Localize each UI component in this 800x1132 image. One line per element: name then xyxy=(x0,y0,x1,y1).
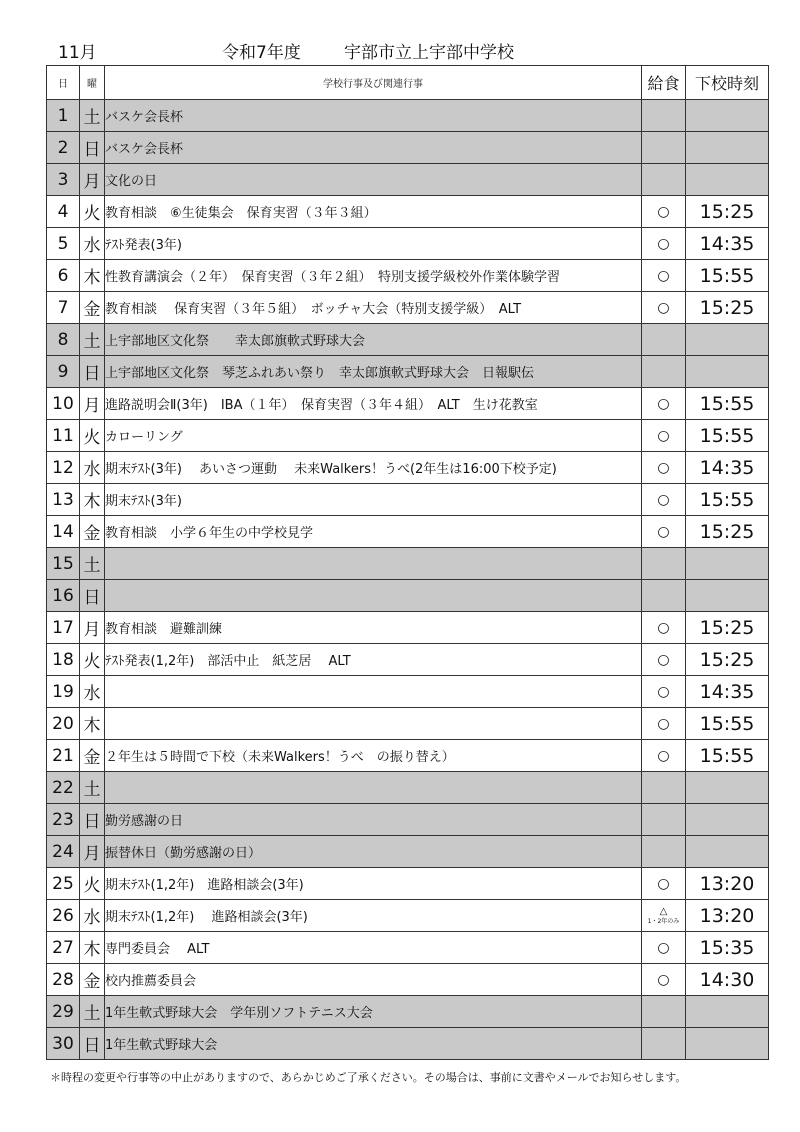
document-header xyxy=(0,38,800,64)
day-cell: 6 xyxy=(47,260,80,292)
month-label: 11月 xyxy=(58,43,97,63)
events-cell: 性教育講演会（２年） 保育実習（３年２組） 特別支援学級校外作業体験学習 xyxy=(105,260,642,292)
events-cell xyxy=(105,548,642,580)
events-cell: 文化の日 xyxy=(105,164,642,196)
dismissal-time-cell: 13:20 xyxy=(686,900,769,932)
lunch-cell: ○ xyxy=(642,292,686,324)
col-header-dow: 曜 xyxy=(80,66,105,100)
table-row xyxy=(47,260,769,292)
weekday-cell: 金 xyxy=(80,740,105,772)
school-name: 宇部市立上宇部中学校 xyxy=(344,43,514,63)
events-cell: カローリング xyxy=(105,420,642,452)
lunch-cell xyxy=(642,548,686,580)
table-row xyxy=(47,324,769,356)
dismissal-time-cell xyxy=(686,1028,769,1060)
weekday-cell: 火 xyxy=(80,196,105,228)
lunch-cell xyxy=(642,356,686,388)
events-cell xyxy=(105,772,642,804)
day-cell: 13 xyxy=(47,484,80,516)
table-row xyxy=(47,868,769,900)
lunch-cell: ○ xyxy=(642,932,686,964)
weekday-cell: 金 xyxy=(80,292,105,324)
events-cell: 上宇部地区文化祭 幸太郎旗軟式野球大会 xyxy=(105,324,642,356)
table-row xyxy=(47,964,769,996)
day-cell: 11 xyxy=(47,420,80,452)
lunch-cell: ○ xyxy=(642,708,686,740)
day-cell: 7 xyxy=(47,292,80,324)
dismissal-time-cell xyxy=(686,324,769,356)
events-cell: バスケ会長杯 xyxy=(105,100,642,132)
day-cell: 2 xyxy=(47,132,80,164)
events-cell: 上宇部地区文化祭 琴芝ふれあい祭り 幸太郎旗軟式野球大会 日報駅伝 xyxy=(105,356,642,388)
weekday-cell: 日 xyxy=(80,580,105,612)
weekday-cell: 月 xyxy=(80,612,105,644)
weekday-cell: 水 xyxy=(80,676,105,708)
dismissal-time-cell xyxy=(686,804,769,836)
lunch-cell: ○ xyxy=(642,644,686,676)
table-row xyxy=(47,228,769,260)
col-header-lunch: 給食 xyxy=(642,66,686,100)
events-cell: バスケ会長杯 xyxy=(105,132,642,164)
lunch-cell xyxy=(642,100,686,132)
table-row xyxy=(47,644,769,676)
lunch-cell: ○ xyxy=(642,676,686,708)
dismissal-time-cell xyxy=(686,996,769,1028)
dismissal-time-cell: 13:20 xyxy=(686,868,769,900)
events-cell: 専門委員会 ALT xyxy=(105,932,642,964)
dismissal-time-cell: 15:55 xyxy=(686,484,769,516)
events-cell: 期末ﾃｽﾄ(3年) xyxy=(105,484,642,516)
day-cell: 4 xyxy=(47,196,80,228)
table-row xyxy=(47,292,769,324)
day-cell: 10 xyxy=(47,388,80,420)
table-row xyxy=(47,804,769,836)
day-cell: 16 xyxy=(47,580,80,612)
day-cell: 15 xyxy=(47,548,80,580)
table-row xyxy=(47,900,769,932)
dismissal-time-cell: 15:55 xyxy=(686,740,769,772)
events-cell: ﾃｽﾄ発表(3年) xyxy=(105,228,642,260)
events-cell xyxy=(105,676,642,708)
table-row xyxy=(47,388,769,420)
table-row xyxy=(47,452,769,484)
weekday-cell: 日 xyxy=(80,1028,105,1060)
day-cell: 17 xyxy=(47,612,80,644)
events-cell: ﾃｽﾄ発表(1,2年) 部活中止 紙芝居 ALT xyxy=(105,644,642,676)
table-row xyxy=(47,132,769,164)
events-cell: 教育相談 保育実習（３年５組） ボッチャ大会（特別支援学級） ALT xyxy=(105,292,642,324)
weekday-cell: 日 xyxy=(80,356,105,388)
lunch-cell xyxy=(642,580,686,612)
table-row xyxy=(47,548,769,580)
dismissal-time-cell: 15:25 xyxy=(686,644,769,676)
day-cell: 27 xyxy=(47,932,80,964)
weekday-cell: 水 xyxy=(80,228,105,260)
events-cell: 校内推薦委員会 xyxy=(105,964,642,996)
day-cell: 24 xyxy=(47,836,80,868)
dismissal-time-cell: 15:25 xyxy=(686,292,769,324)
table-row xyxy=(47,580,769,612)
lunch-cell: ○ xyxy=(642,484,686,516)
dismissal-time-cell xyxy=(686,100,769,132)
dismissal-time-cell: 15:25 xyxy=(686,196,769,228)
lunch-cell: ○ xyxy=(642,452,686,484)
dismissal-time-cell xyxy=(686,836,769,868)
table-row xyxy=(47,164,769,196)
lunch-note: 1・2年のみ xyxy=(647,918,680,925)
events-cell xyxy=(105,708,642,740)
dismissal-time-cell: 15:55 xyxy=(686,260,769,292)
weekday-cell: 木 xyxy=(80,708,105,740)
weekday-cell: 水 xyxy=(80,900,105,932)
table-row xyxy=(47,484,769,516)
lunch-cell xyxy=(642,836,686,868)
events-cell: 勤労感謝の日 xyxy=(105,804,642,836)
table-row xyxy=(47,836,769,868)
table-row xyxy=(47,740,769,772)
table-row xyxy=(47,932,769,964)
lunch-cell xyxy=(642,996,686,1028)
lunch-cell: ○ xyxy=(642,196,686,228)
day-cell: 18 xyxy=(47,644,80,676)
events-cell: 教育相談 避難訓練 xyxy=(105,612,642,644)
dismissal-time-cell: 15:55 xyxy=(686,420,769,452)
dismissal-time-cell xyxy=(686,772,769,804)
table-row xyxy=(47,196,769,228)
dismissal-time-cell: 15:25 xyxy=(686,516,769,548)
events-cell: 期末ﾃｽﾄ(1,2年) 進路相談会(3年) xyxy=(105,868,642,900)
weekday-cell: 木 xyxy=(80,260,105,292)
events-cell: 1年生軟式野球大会 xyxy=(105,1028,642,1060)
footnote: ＊時程の変更や行事等の中止がありますので、あらかじめご了承ください。その場合は、事前に文書やメールでお知らせします。 xyxy=(50,1071,687,1084)
lunch-cell: ○ xyxy=(642,612,686,644)
lunch-cell: ○ xyxy=(642,388,686,420)
lunch-cell: ○ xyxy=(642,260,686,292)
events-cell: 教育相談 小学６年生の中学校見学 xyxy=(105,516,642,548)
weekday-cell: 土 xyxy=(80,548,105,580)
dismissal-time-cell: 15:55 xyxy=(686,708,769,740)
lunch-cell xyxy=(642,1028,686,1060)
table-row xyxy=(47,676,769,708)
weekday-cell: 月 xyxy=(80,164,105,196)
table-row xyxy=(47,100,769,132)
events-cell: 進路説明会Ⅱ(3年) IBA（１年） 保育実習（３年４組） ALT 生け花教室 xyxy=(105,388,642,420)
col-header-dismissal: 下校時刻 xyxy=(686,66,769,100)
lunch-cell: ○ xyxy=(642,420,686,452)
weekday-cell: 土 xyxy=(80,772,105,804)
lunch-cell xyxy=(642,324,686,356)
schedule-table xyxy=(46,65,769,1060)
dismissal-time-cell: 14:35 xyxy=(686,676,769,708)
dismissal-time-cell xyxy=(686,132,769,164)
day-cell: 14 xyxy=(47,516,80,548)
day-cell: 28 xyxy=(47,964,80,996)
weekday-cell: 日 xyxy=(80,804,105,836)
lunch-cell: ○ xyxy=(642,964,686,996)
day-cell: 1 xyxy=(47,100,80,132)
events-cell: ２年生は５時間で下校（未来Walkers！うべ の振り替え） xyxy=(105,740,642,772)
day-cell: 30 xyxy=(47,1028,80,1060)
weekday-cell: 月 xyxy=(80,836,105,868)
weekday-cell: 金 xyxy=(80,516,105,548)
dismissal-time-cell xyxy=(686,164,769,196)
day-cell: 8 xyxy=(47,324,80,356)
weekday-cell: 木 xyxy=(80,932,105,964)
day-cell: 20 xyxy=(47,708,80,740)
table-row xyxy=(47,612,769,644)
col-header-events: 学校行事及び関連行事 xyxy=(105,66,642,100)
dismissal-time-cell xyxy=(686,548,769,580)
events-cell: 教育相談 ⑥生徒集会 保育実習（３年３組） xyxy=(105,196,642,228)
events-cell: 振替休日（勤労感謝の日） xyxy=(105,836,642,868)
col-header-day: 日 xyxy=(47,66,80,100)
weekday-cell: 日 xyxy=(80,132,105,164)
weekday-cell: 土 xyxy=(80,324,105,356)
table-row xyxy=(47,356,769,388)
table-row xyxy=(47,996,769,1028)
weekday-cell: 木 xyxy=(80,484,105,516)
lunch-mark: △ xyxy=(659,906,668,917)
day-cell: 3 xyxy=(47,164,80,196)
events-cell xyxy=(105,580,642,612)
dismissal-time-cell xyxy=(686,580,769,612)
dismissal-time-cell: 14:35 xyxy=(686,228,769,260)
events-cell: 期末ﾃｽﾄ(3年) あいさつ運動 未来Walkers！うべ(2年生は16:00下校予定) xyxy=(105,452,642,484)
table-row xyxy=(47,1028,769,1060)
dismissal-time-cell: 14:35 xyxy=(686,452,769,484)
events-cell: 1年生軟式野球大会 学年別ソフトテニス大会 xyxy=(105,996,642,1028)
day-cell: 21 xyxy=(47,740,80,772)
table-row xyxy=(47,708,769,740)
day-cell: 12 xyxy=(47,452,80,484)
lunch-cell xyxy=(642,164,686,196)
dismissal-time-cell: 15:25 xyxy=(686,612,769,644)
dismissal-time-cell: 14:30 xyxy=(686,964,769,996)
day-cell: 22 xyxy=(47,772,80,804)
weekday-cell: 土 xyxy=(80,996,105,1028)
weekday-cell: 火 xyxy=(80,868,105,900)
day-cell: 23 xyxy=(47,804,80,836)
lunch-cell: ○ xyxy=(642,516,686,548)
lunch-cell: ○ xyxy=(642,868,686,900)
dismissal-time-cell: 15:35 xyxy=(686,932,769,964)
day-cell: 29 xyxy=(47,996,80,1028)
day-cell: 9 xyxy=(47,356,80,388)
day-cell: 19 xyxy=(47,676,80,708)
weekday-cell: 水 xyxy=(80,452,105,484)
weekday-cell: 火 xyxy=(80,420,105,452)
weekday-cell: 金 xyxy=(80,964,105,996)
lunch-cell xyxy=(642,132,686,164)
fiscal-year-label: 令和7年度 xyxy=(222,43,301,63)
dismissal-time-cell xyxy=(686,356,769,388)
table-row xyxy=(47,772,769,804)
lunch-cell xyxy=(642,900,686,932)
table-row xyxy=(47,420,769,452)
dismissal-time-cell: 15:55 xyxy=(686,388,769,420)
weekday-cell: 月 xyxy=(80,388,105,420)
lunch-cell xyxy=(642,804,686,836)
day-cell: 25 xyxy=(47,868,80,900)
day-cell: 5 xyxy=(47,228,80,260)
weekday-cell: 火 xyxy=(80,644,105,676)
lunch-cell: ○ xyxy=(642,740,686,772)
table-row xyxy=(47,516,769,548)
lunch-cell: ○ xyxy=(642,228,686,260)
table-header-row xyxy=(47,66,769,100)
events-cell: 期末ﾃｽﾄ(1,2年) 進路相談会(3年) xyxy=(105,900,642,932)
day-cell: 26 xyxy=(47,900,80,932)
lunch-cell xyxy=(642,772,686,804)
weekday-cell: 土 xyxy=(80,100,105,132)
